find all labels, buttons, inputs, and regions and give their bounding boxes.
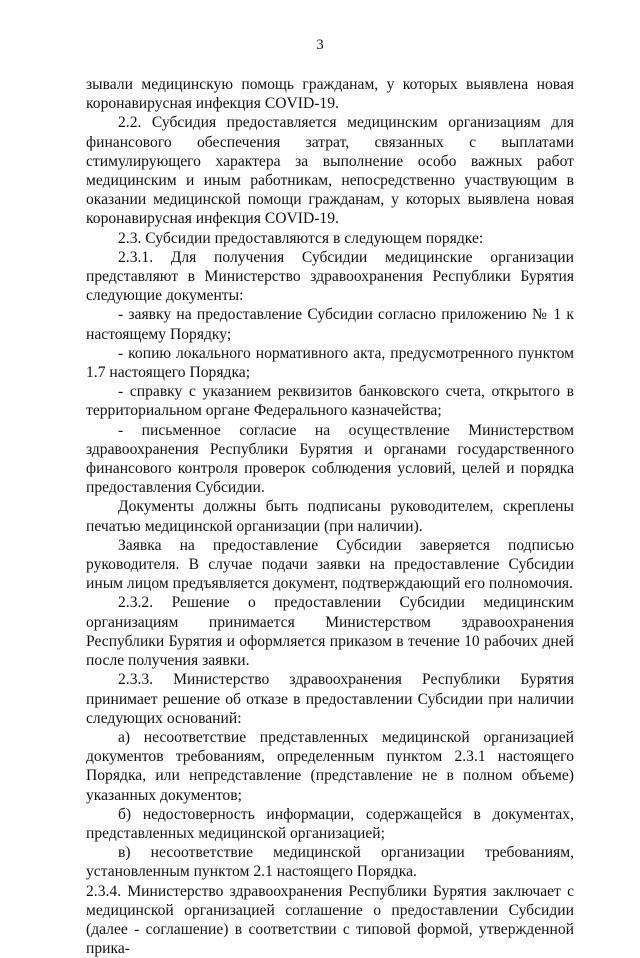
paragraph-2-3-3: 2.3.3. Министерство здравоохранения Республики Бурятия принимает решение об отказе в предоставлении Субсидии при наличии следующих оснований: <box>86 671 574 727</box>
list-item-local-act: - копию локального нормативного акта, предусмотренного пунктом 1.7 настоящего Порядка; <box>86 344 574 382</box>
paragraph-signature-requirement: Документы должны быть подписаны руководителем, скреплены печатью медицинской организации (при наличии). <box>86 498 574 535</box>
list-item-application: - заявку на предоставление Субсидии согласно приложению № 1 к настоящему Порядку; <box>86 306 574 343</box>
paragraph-2-3-2: 2.3.2. Решение о предоставлении Субсидии медицинским организациям принимается Министерством здравоохранения Республики Бурятия и оформляется приказом в течение 10 рабочих дней после получения заявки. <box>86 594 574 670</box>
paragraph-2-2: 2.2. Субсидия предоставляется медицинским организациям для финансового обеспечения затрат, связанных с выплатами стимулирующего характера за выполнение особо важных работ медицинским и иным работникам, непосредственно участвующим в оказании медицинской помощи гражданам, у которых выявлена новая коронавирусная инфекция COVID-19. <box>86 114 574 228</box>
page-number: 3 <box>316 37 324 53</box>
list-item-b: б) недостоверность информации, содержащейся в документах, представленных медицинской организацией; <box>86 805 574 842</box>
list-item-a: а) несоответствие представленных медицинской организацией документов требованиям, определенным пунктом 2.3.1 настоящего Порядка, или непредставление (представление не в полном объеме) указанных документов; <box>86 728 574 804</box>
paragraph-2-3-4: 2.3.4. Министерство здравоохранения Республики Бурятия заключает с медицинской организацией соглашение о предоставлении Субсидии (далее - соглашение) в соответствии с типовой формой, утвержденной прика- <box>86 882 574 958</box>
paragraph-continuation: зывали медицинскую помощь гражданам, у которых выявлена новая коронавирусная инфекция COVID-19. <box>86 76 574 113</box>
paragraph-2-3-1: 2.3.1. Для получения Субсидии медицинские организации представляют в Министерство здравоохранения Республики Бурятия следующие документы: <box>86 248 574 305</box>
paragraph-2-3: 2.3. Субсидии предоставляются в следующем порядке: <box>118 229 484 247</box>
list-item-v: в) несоответствие медицинской организации требованиям, установленным пунктом 2.1 настоящего Порядка. <box>86 844 574 881</box>
document-body <box>86 75 574 958</box>
paragraph-application-certification: Заявка на предоставление Субсидии заверяется подписью руководителя. В случае подачи заявки на предоставление Субсидии иным лицом предъявляется документ, подтверждающий его полномочия. <box>86 536 574 593</box>
list-item-written-consent: - письменное согласие на осуществление Министерством здравоохранения Республики Бурятия и органами государственного финансового контроля проверок соблюдения условий, целей и порядка предоставления Субсидии. <box>86 421 574 497</box>
list-item-bank-details: - справку с указанием реквизитов банковского счета, открытого в территориальном органе Федерального казначейства; <box>86 383 574 420</box>
